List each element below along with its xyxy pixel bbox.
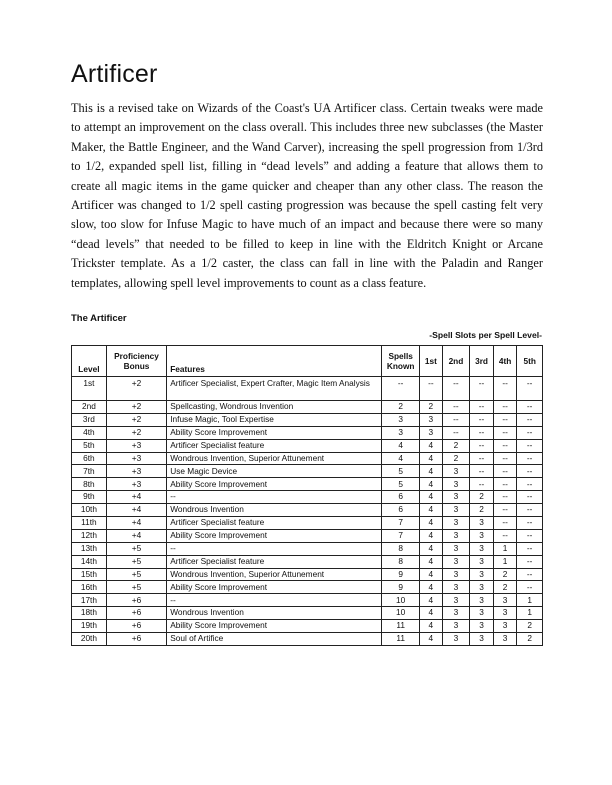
cell-features: Wondrous Invention, Superior Attunement (167, 568, 382, 581)
cell-proficiency: +6 (106, 633, 166, 646)
cell-spells-known: 7 (382, 529, 420, 542)
cell-slot-2nd: 3 (442, 594, 470, 607)
cell-slot-5th: 1 (517, 594, 543, 607)
table-row (72, 491, 543, 504)
cell-slot-1st: 3 (420, 426, 443, 439)
cell-slot-2nd: 3 (442, 581, 470, 594)
cell-slot-5th: -- (517, 491, 543, 504)
cell-slot-3rd: 3 (470, 529, 494, 542)
cell-level: 5th (72, 439, 107, 452)
cell-slot-5th: -- (517, 517, 543, 530)
cell-spells-known: 9 (382, 568, 420, 581)
cell-features: -- (167, 542, 382, 555)
cell-slot-3rd: 2 (470, 491, 494, 504)
cell-slot-2nd: 3 (442, 491, 470, 504)
table-row (72, 401, 543, 414)
cell-slot-1st: 4 (420, 452, 443, 465)
cell-slot-5th: -- (517, 555, 543, 568)
cell-features: Spellcasting, Wondrous Invention (167, 401, 382, 414)
cell-spells-known: 9 (382, 581, 420, 594)
cell-slot-1st: 4 (420, 491, 443, 504)
cell-level: 14th (72, 555, 107, 568)
table-row (72, 581, 543, 594)
cell-slot-1st: 4 (420, 633, 443, 646)
cell-slot-1st: 4 (420, 504, 443, 517)
header-features: Features (167, 346, 382, 377)
cell-slot-5th: -- (517, 568, 543, 581)
cell-slot-2nd: 3 (442, 607, 470, 620)
intro-paragraph: This is a revised take on Wizards of the Coast's UA Artificer class. Certain tweaks were made to attempt an improvement on the class overall. This includes three new subclasses (the Master Maker, the Battle Engineer, and the Wand Carver), increasing the spell progression from 1/3rd to 1/2, expanded spell list, filling in “dead levels” and adding a feature that allows them to create all magic items in the game quicker and cheaper than any other class. The reason the Artificer was changed to 1/2 spell casting progression was because the spell casting felt very slow, too slow for Infuse Magic to have much of an impact and because there were so many “dead levels” that needed to be filled to keep in line with the Eldritch Knight or Arcane Trickster template. As a 1/2 caster, the class can fall in line with the Paladin and Ranger templates, allowing spell level improvements to count as a class feature. (71, 101, 543, 290)
cell-slot-3rd: -- (470, 426, 494, 439)
cell-slot-4th: -- (493, 465, 517, 478)
cell-spells-known: 8 (382, 555, 420, 568)
cell-slot-5th: -- (517, 413, 543, 426)
cell-slot-1st: 4 (420, 607, 443, 620)
cell-spells-known: 3 (382, 413, 420, 426)
cell-slot-3rd: -- (470, 377, 494, 401)
cell-level: 13th (72, 542, 107, 555)
cell-slot-3rd: 3 (470, 594, 494, 607)
cell-slot-3rd: 3 (470, 620, 494, 633)
cell-slot-4th: -- (493, 491, 517, 504)
cell-level: 9th (72, 491, 107, 504)
cell-slot-4th: 2 (493, 568, 517, 581)
cell-proficiency: +2 (106, 401, 166, 414)
cell-proficiency: +6 (106, 607, 166, 620)
spell-slots-caption: -Spell Slots per Spell Level- (429, 330, 542, 340)
cell-proficiency: +5 (106, 581, 166, 594)
table-row (72, 478, 543, 491)
cell-slot-1st: 4 (420, 581, 443, 594)
cell-features: Ability Score Improvement (167, 478, 382, 491)
table-row (72, 439, 543, 452)
cell-spells-known: 10 (382, 607, 420, 620)
cell-slot-5th: -- (517, 581, 543, 594)
table-header-row (72, 346, 543, 377)
cell-features: Wondrous Invention (167, 504, 382, 517)
cell-spells-known: 5 (382, 465, 420, 478)
cell-slot-4th: 3 (493, 594, 517, 607)
cell-proficiency: +3 (106, 478, 166, 491)
cell-slot-5th: -- (517, 401, 543, 414)
table-row (72, 555, 543, 568)
cell-slot-3rd: -- (470, 465, 494, 478)
cell-spells-known: 7 (382, 517, 420, 530)
cell-features: Soul of Artifice (167, 633, 382, 646)
cell-slot-2nd: 3 (442, 504, 470, 517)
cell-features: Ability Score Improvement (167, 426, 382, 439)
cell-slot-4th: 3 (493, 633, 517, 646)
cell-slot-5th: -- (517, 465, 543, 478)
cell-slot-4th: -- (493, 529, 517, 542)
cell-proficiency: +6 (106, 594, 166, 607)
cell-spells-known: 2 (382, 401, 420, 414)
cell-slot-2nd: 3 (442, 555, 470, 568)
table-row (72, 633, 543, 646)
header-slot-3rd: 3rd (470, 346, 494, 377)
cell-proficiency: +2 (106, 377, 166, 401)
cell-features: Artificer Specialist, Expert Crafter, Magic Item Analysis (167, 377, 382, 401)
artificer-table (71, 345, 543, 646)
table-row (72, 594, 543, 607)
cell-slot-5th: -- (517, 439, 543, 452)
cell-slot-2nd: -- (442, 377, 470, 401)
table-row (72, 426, 543, 439)
cell-slot-2nd: 2 (442, 439, 470, 452)
cell-features: -- (167, 491, 382, 504)
cell-features: Artificer Specialist feature (167, 439, 382, 452)
cell-slot-1st: 3 (420, 413, 443, 426)
cell-slot-3rd: -- (470, 439, 494, 452)
cell-features: Wondrous Invention (167, 607, 382, 620)
table-row (72, 452, 543, 465)
cell-slot-4th: -- (493, 478, 517, 491)
cell-level: 8th (72, 478, 107, 491)
table-row (72, 568, 543, 581)
cell-slot-3rd: 3 (470, 542, 494, 555)
cell-proficiency: +5 (106, 555, 166, 568)
cell-spells-known: -- (382, 377, 420, 401)
cell-slot-1st: 4 (420, 478, 443, 491)
cell-features: -- (167, 594, 382, 607)
cell-slot-4th: 1 (493, 555, 517, 568)
cell-slot-4th: 3 (493, 607, 517, 620)
cell-slot-1st: 4 (420, 594, 443, 607)
cell-proficiency: +3 (106, 439, 166, 452)
cell-slot-5th: -- (517, 452, 543, 465)
cell-level: 11th (72, 517, 107, 530)
cell-level: 3rd (72, 413, 107, 426)
cell-features: Ability Score Improvement (167, 529, 382, 542)
cell-slot-1st: 4 (420, 439, 443, 452)
cell-level: 12th (72, 529, 107, 542)
cell-spells-known: 5 (382, 478, 420, 491)
cell-level: 19th (72, 620, 107, 633)
cell-slot-5th: -- (517, 377, 543, 401)
cell-features: Infuse Magic, Tool Expertise (167, 413, 382, 426)
cell-level: 15th (72, 568, 107, 581)
cell-proficiency: +5 (106, 568, 166, 581)
cell-slot-2nd: 3 (442, 529, 470, 542)
cell-slot-5th: 2 (517, 633, 543, 646)
cell-slot-4th: -- (493, 426, 517, 439)
cell-slot-4th: 3 (493, 620, 517, 633)
cell-proficiency: +3 (106, 452, 166, 465)
cell-level: 10th (72, 504, 107, 517)
cell-slot-5th: -- (517, 504, 543, 517)
cell-features: Artificer Specialist feature (167, 517, 382, 530)
cell-spells-known: 4 (382, 439, 420, 452)
cell-level: 16th (72, 581, 107, 594)
cell-features: Ability Score Improvement (167, 620, 382, 633)
cell-features: Ability Score Improvement (167, 581, 382, 594)
table-row (72, 529, 543, 542)
cell-slot-2nd: -- (442, 413, 470, 426)
cell-slot-1st: 4 (420, 555, 443, 568)
cell-slot-4th: -- (493, 401, 517, 414)
cell-level: 18th (72, 607, 107, 620)
cell-slot-3rd: 3 (470, 581, 494, 594)
cell-slot-3rd: 3 (470, 555, 494, 568)
page-title: Artificer (71, 60, 158, 88)
cell-slot-1st: 4 (420, 529, 443, 542)
cell-proficiency: +4 (106, 529, 166, 542)
cell-slot-4th: 1 (493, 542, 517, 555)
cell-slot-2nd: -- (442, 426, 470, 439)
cell-features: Wondrous Invention, Superior Attunement (167, 452, 382, 465)
cell-slot-2nd: 2 (442, 452, 470, 465)
cell-slot-3rd: -- (470, 401, 494, 414)
table-row (72, 607, 543, 620)
cell-level: 1st (72, 377, 107, 401)
cell-slot-1st: 4 (420, 465, 443, 478)
cell-slot-5th: 2 (517, 620, 543, 633)
cell-slot-3rd: 3 (470, 517, 494, 530)
header-slot-4th: 4th (493, 346, 517, 377)
cell-slot-5th: -- (517, 529, 543, 542)
cell-slot-1st: -- (420, 377, 443, 401)
cell-slot-5th: -- (517, 478, 543, 491)
cell-level: 7th (72, 465, 107, 478)
cell-spells-known: 3 (382, 426, 420, 439)
cell-level: 6th (72, 452, 107, 465)
table-row (72, 413, 543, 426)
cell-proficiency: +2 (106, 413, 166, 426)
cell-spells-known: 6 (382, 504, 420, 517)
cell-proficiency: +5 (106, 542, 166, 555)
cell-spells-known: 11 (382, 620, 420, 633)
cell-slot-5th: -- (517, 426, 543, 439)
cell-slot-2nd: 3 (442, 568, 470, 581)
cell-slot-2nd: 3 (442, 465, 470, 478)
table-row (72, 465, 543, 478)
table-body (72, 377, 543, 646)
header-proficiency: Proficiency Bonus (106, 346, 166, 377)
cell-proficiency: +3 (106, 465, 166, 478)
cell-slot-1st: 4 (420, 542, 443, 555)
cell-proficiency: +2 (106, 426, 166, 439)
cell-proficiency: +4 (106, 491, 166, 504)
cell-slot-2nd: 3 (442, 517, 470, 530)
cell-features: Artificer Specialist feature (167, 555, 382, 568)
table-title: The Artificer (71, 313, 127, 324)
cell-slot-2nd: 3 (442, 620, 470, 633)
cell-slot-2nd: 3 (442, 542, 470, 555)
cell-slot-3rd: -- (470, 452, 494, 465)
cell-slot-3rd: 3 (470, 633, 494, 646)
cell-features: Use Magic Device (167, 465, 382, 478)
cell-spells-known: 6 (382, 491, 420, 504)
table-row (72, 542, 543, 555)
header-spells-known: Spells Known (382, 346, 420, 377)
cell-proficiency: +4 (106, 517, 166, 530)
cell-spells-known: 4 (382, 452, 420, 465)
cell-slot-3rd: -- (470, 478, 494, 491)
cell-slot-3rd: 3 (470, 607, 494, 620)
table-row (72, 620, 543, 633)
cell-level: 2nd (72, 401, 107, 414)
cell-slot-1st: 4 (420, 517, 443, 530)
cell-level: 17th (72, 594, 107, 607)
table-row (72, 504, 543, 517)
cell-spells-known: 10 (382, 594, 420, 607)
cell-spells-known: 11 (382, 633, 420, 646)
cell-proficiency: +4 (106, 504, 166, 517)
cell-slot-3rd: -- (470, 413, 494, 426)
header-slot-2nd: 2nd (442, 346, 470, 377)
cell-slot-4th: 2 (493, 581, 517, 594)
cell-slot-4th: -- (493, 439, 517, 452)
cell-slot-1st: 4 (420, 620, 443, 633)
cell-level: 20th (72, 633, 107, 646)
table-row (72, 517, 543, 530)
cell-slot-2nd: -- (442, 401, 470, 414)
cell-slot-4th: -- (493, 377, 517, 401)
header-slot-5th: 5th (517, 346, 543, 377)
cell-slot-2nd: 3 (442, 633, 470, 646)
header-slot-1st: 1st (420, 346, 443, 377)
table-row (72, 377, 543, 401)
cell-slot-4th: -- (493, 517, 517, 530)
cell-slot-5th: -- (517, 542, 543, 555)
cell-slot-4th: -- (493, 504, 517, 517)
cell-proficiency: +6 (106, 620, 166, 633)
cell-slot-1st: 2 (420, 401, 443, 414)
cell-slot-5th: 1 (517, 607, 543, 620)
cell-spells-known: 8 (382, 542, 420, 555)
cell-slot-1st: 4 (420, 568, 443, 581)
cell-level: 4th (72, 426, 107, 439)
header-level: Level (72, 346, 107, 377)
cell-slot-3rd: 3 (470, 568, 494, 581)
cell-slot-4th: -- (493, 413, 517, 426)
cell-slot-4th: -- (493, 452, 517, 465)
cell-slot-2nd: 3 (442, 478, 470, 491)
cell-slot-3rd: 2 (470, 504, 494, 517)
